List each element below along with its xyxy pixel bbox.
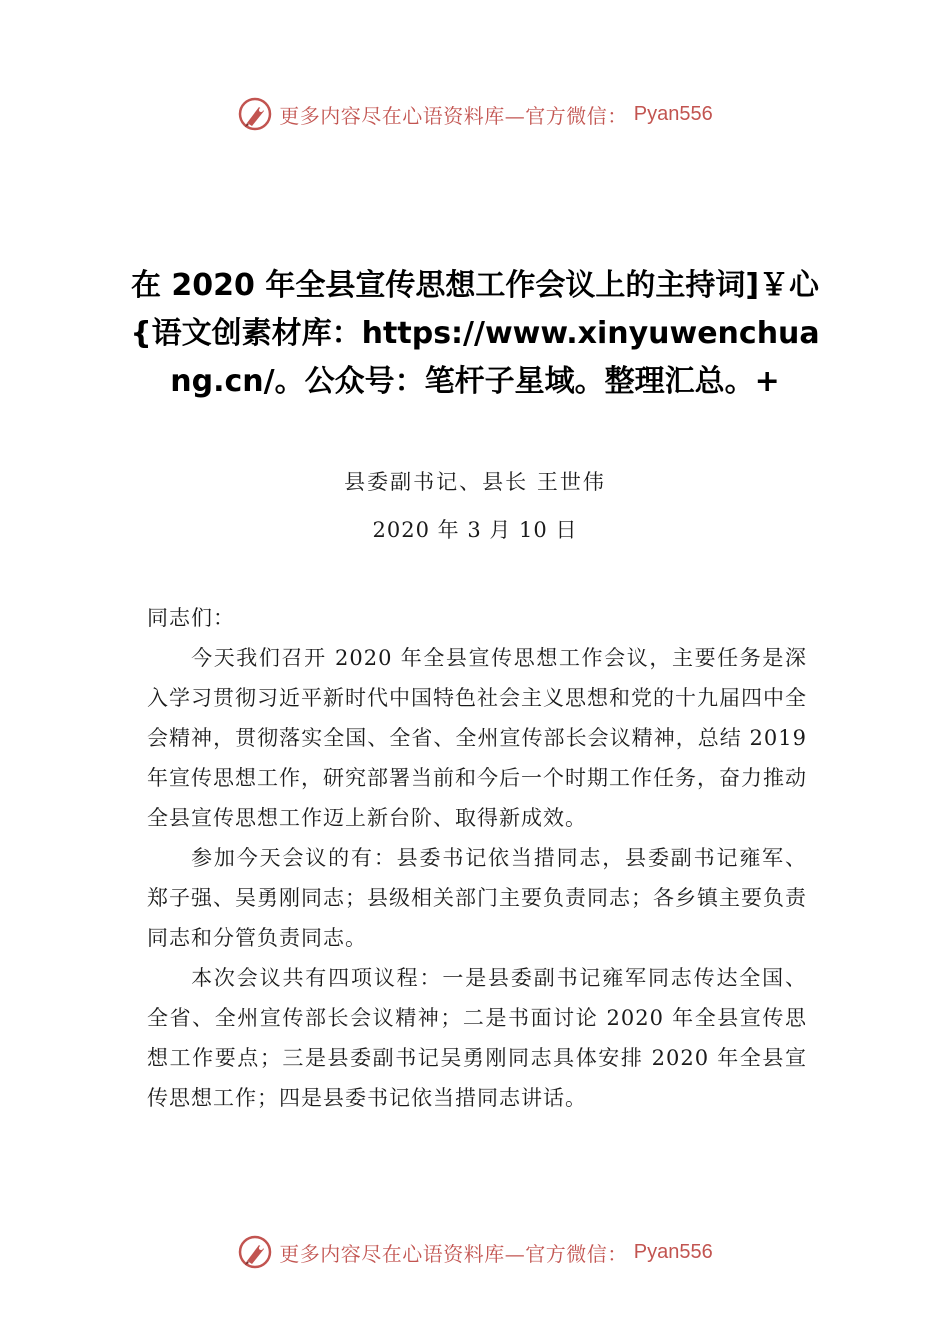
header-banner — [0, 94, 950, 134]
paragraph: 今天我们召开 2020 年全县宣传思想工作会议，主要任务是深入学习贯彻习近平新时代中国特色社会主义思想和党的十九届四中全会精神，贯彻落实全国、全省、全州宣传部长会议精神，总结 2019 年宣传思想工作，研究部署当前和今后一个时期工作任务，奋力推动全县宣传思想工作迈上新台阶、取得新成效。 — [147, 646, 807, 830]
pen-nib-logo-icon — [237, 96, 273, 132]
banner-text: 更多内容尽在心语资料库—官方微信： — [279, 103, 628, 128]
pen-nib-logo-icon — [237, 1234, 273, 1270]
footer-banner — [0, 1232, 950, 1272]
wechat-id: Pyan556 — [633, 102, 713, 125]
document-body — [147, 598, 807, 1118]
paragraph: 参加今天会议的有：县委书记依当措同志，县委副书记雍军、郑子强、吴勇刚同志；县级相关部门主要负责同志；各乡镇主要负责同志和分管负责同志。 — [147, 846, 807, 950]
byline: 县委副书记、县长 王世伟 — [344, 470, 606, 494]
salutation: 同志们： — [147, 606, 235, 630]
paragraph: 本次会议共有四项议程：一是县委副书记雍军同志传达全国、全省、全州宣传部长会议精神；二是书面讨论 2020 年全县宣传思想工作要点；三是县委副书记吴勇刚同志具体安排 2020 年全县宣传思想工作；四是县委书记依当措同志讲话。 — [147, 966, 807, 1110]
date-line: 2020 年 3 月 10 日 — [372, 518, 578, 542]
wechat-id: Pyan556 — [633, 1240, 713, 1263]
banner-text: 更多内容尽在心语资料库—官方微信： — [279, 1241, 628, 1266]
document-title: 在 2020 年全县宣传思想工作会议上的主持词]￥心{语文创素材库：https://www.xinyuwenchuang.cn/。公众号：笔杆子星域。整理汇总。+ — [130, 268, 820, 399]
